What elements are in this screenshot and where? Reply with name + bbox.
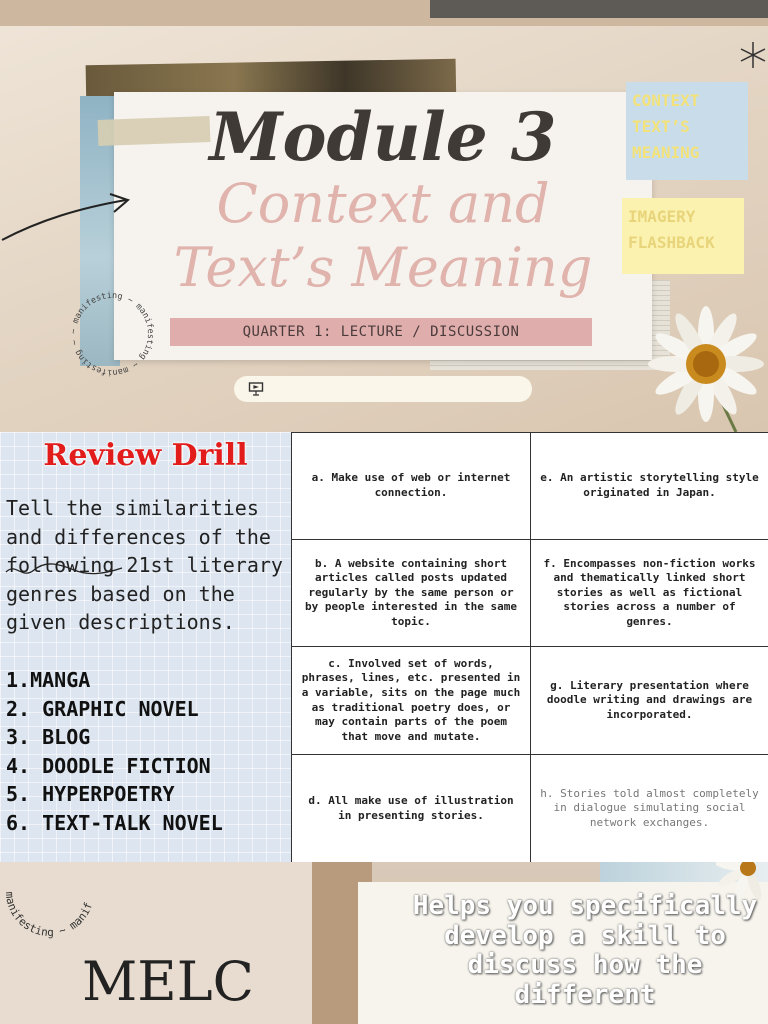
quarter-band: QUARTER 1: LECTURE / DISCUSSION [170,318,592,346]
circle-text-path: manifesting ~ manif [2,891,96,940]
page-title: Module 3 [209,98,557,176]
arrow-doodle-icon [0,190,140,250]
genre-list [6,666,290,838]
svg-text:manifesting ~ manif [3,891,95,939]
circle-text-path: ~ manifesting ~ manifesting ~ manifesting ~ [68,290,156,378]
subtitle-line-2: Text’s Meaning [173,236,593,299]
description-cell-b: b. A website containing short articles called posts updated regularly by the same person or by people interested in the same topic. [291,539,530,646]
sticky-line: TEXT’S [632,117,690,136]
melc-title: MELC [82,950,254,1013]
description-table [291,432,768,862]
melc-slide [0,862,768,1024]
torn-photo-strip [430,0,768,18]
sticky-line: CONTEXT [632,91,700,110]
description-cell-f: f. Encompasses non-fiction works and thematically linked short stories as well as fictional stories across a number of genres. [530,539,768,646]
presentation-icon[interactable] [248,381,264,397]
sticky-line: FLASHBACK [628,233,715,252]
review-drill-slide [0,432,768,862]
title-slide [0,0,768,432]
melc-description: Helps you specifically develop a skill to discuss how the different [412,891,758,1010]
genre-item: 5. HYPERPOETRY [6,782,175,807]
description-cell-g: g. Literary presentation where doodle writing and drawings are incorporated. [530,646,768,754]
sticky-note-imagery [622,198,744,274]
presentation-bar[interactable] [234,376,532,402]
squiggle-doodle-icon [4,560,124,580]
description-cell-h: h. Stories told almost completely in dialogue simulating social network exchanges. [530,754,768,862]
genre-item: 1.MANGA [6,668,91,692]
genre-item: 2. GRAPHIC NOVEL [6,696,199,721]
sticky-line: MEANING [632,143,700,162]
description-cell-a: a. Make use of web or internet connection. [291,432,530,539]
star-doodle-icon [738,40,768,70]
genre-item: 4. DOODLE FICTION [6,753,211,778]
description-cell-c: c. Involved set of words, phrases, lines, etc. presented in a variable, sits on the page much as traditional poetry does, or may contain parts of the poem that move and mutate. [291,646,530,754]
manifesting-circle-text [64,286,160,382]
review-panel [0,432,291,862]
daisy-flower-icon [636,300,768,432]
svg-text:~ manifesting ~ manifesting ~ [69,291,155,377]
sticky-line: IMAGERY [628,207,696,226]
page-subtitle [114,172,652,300]
description-cell-e: e. An artistic storytelling style originated in Japan. [530,432,768,539]
review-instruction: Tell the similarities and differences of the following 21st literary genres based on the given descriptions. [6,496,283,634]
manifesting-circle-text [0,862,110,952]
sticky-note-context [626,82,748,180]
review-title: Review Drill [43,438,248,473]
genre-item: 3. BLOG [6,725,91,750]
genre-item: 6. TEXT-TALK NOVEL [6,810,223,835]
description-cell-d: d. All make use of illustration in presenting stories. [291,754,530,862]
subtitle-line-1: Context and [216,172,550,235]
